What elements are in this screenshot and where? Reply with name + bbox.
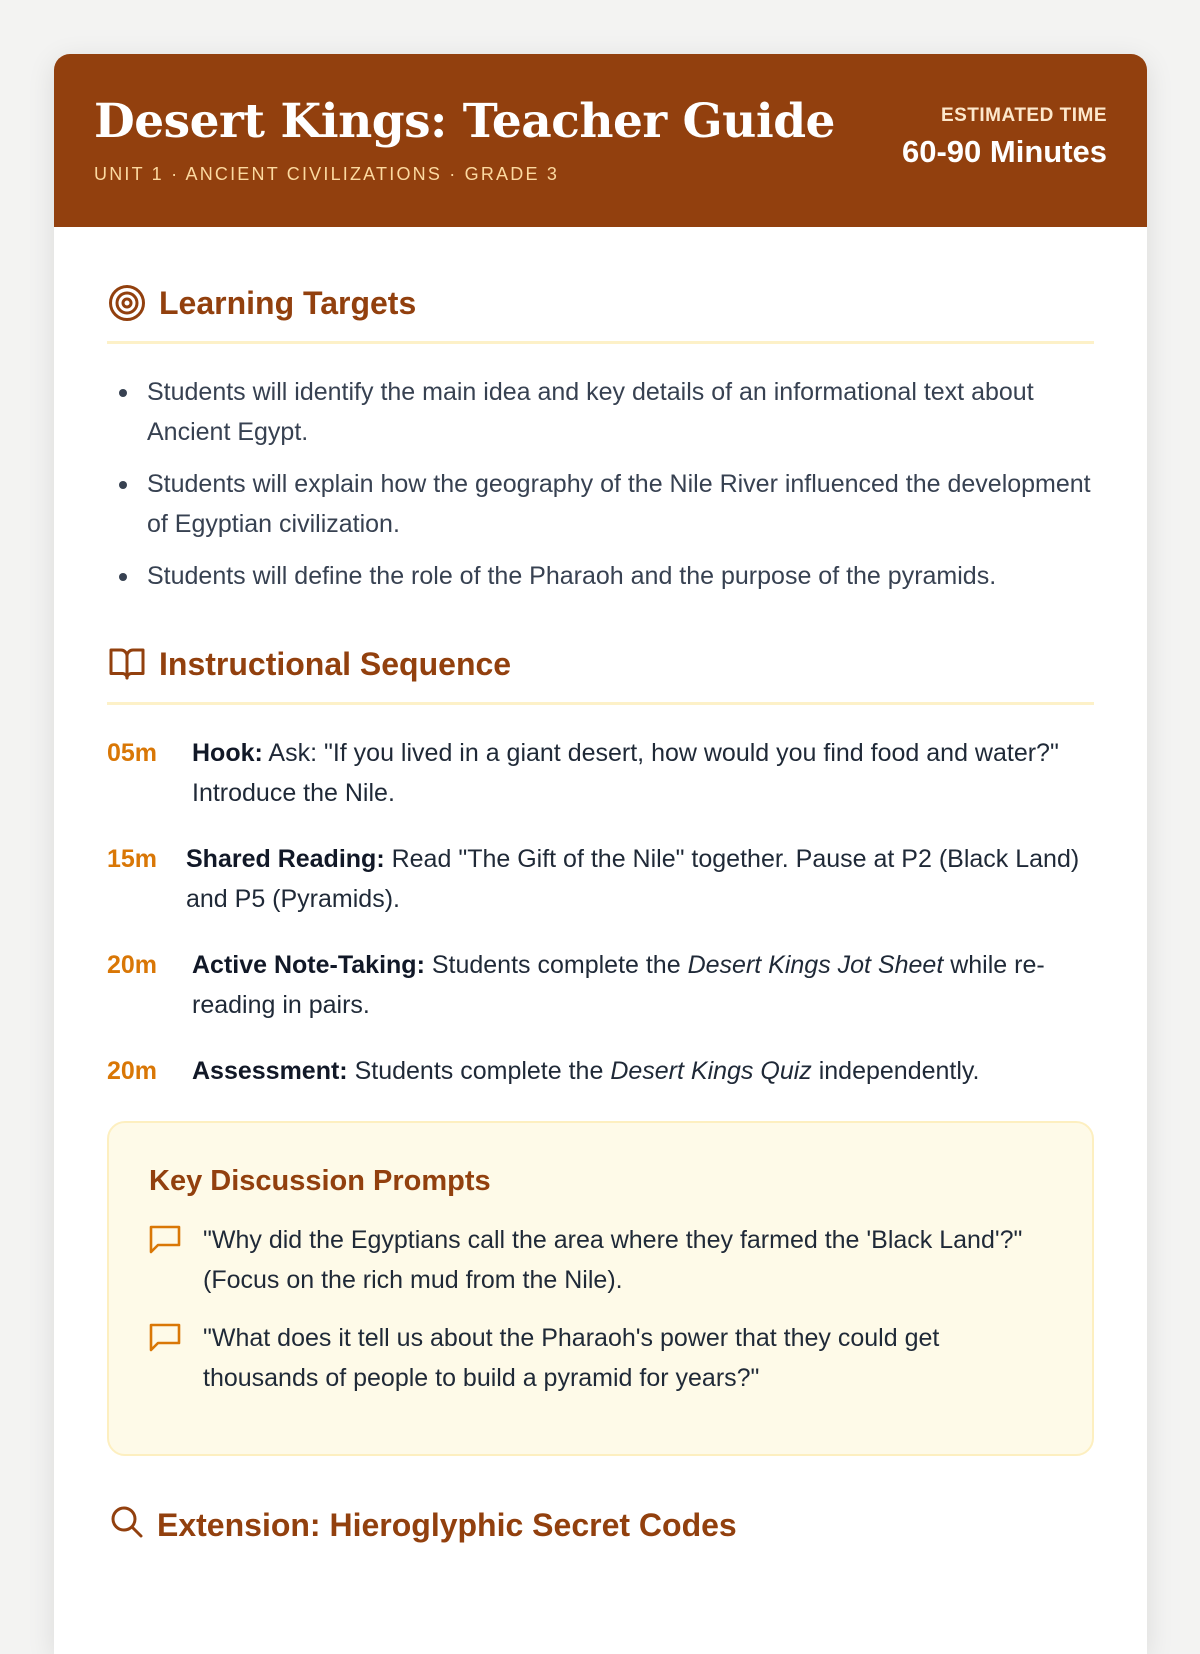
speech-bubble-icon [149,1318,183,1398]
step-text [192,733,1094,813]
speech-bubble-icon [149,1220,183,1300]
step-text [192,1051,1094,1091]
extension-title: Extension: Hieroglyphic Secret Codes [157,1507,737,1543]
step-text [192,945,1094,1025]
learning-targets-heading [107,283,1094,344]
sequence-step [107,839,1094,919]
instructional-sequence-heading [107,644,1094,705]
guide-header [54,54,1147,227]
step-description: Read "The Gift of the Nile" together. Pause at P2 (Black Land) and P5 (Pyramids). [186,845,1080,913]
estimated-time-value: 60-90 Minutes [901,134,1107,169]
extension-heading [107,1504,1094,1547]
list-item: Students will explain how the geography of the Nile River influenced the development of Egyptian civilization. [117,464,1094,544]
step-text [186,839,1094,919]
step-description-end: independently. [811,1057,980,1085]
step-description: Students complete the [424,951,688,979]
sequence-step [107,945,1094,1025]
instructional-sequence-title: Instructional Sequence [159,645,512,682]
discussion-prompt [149,1318,1052,1398]
discussion-prompts-title: Key Discussion Prompts [149,1165,491,1197]
step-label: Hook: [192,739,263,767]
teacher-guide-card [54,54,1147,1654]
prompt-text: "Why did the Egyptians call the area where they farmed the 'Black Land'?" (Focus on the rich mud from the Nile). [203,1226,1023,1294]
book-open-icon [107,644,147,684]
sequence-step [107,733,1094,813]
step-duration: 20m [107,951,158,979]
discussion-prompt [149,1220,1052,1300]
learning-targets-list [107,372,1094,596]
step-label: Shared Reading: [186,845,385,873]
guide-body [54,283,1147,1547]
list-item: Students will identify the main idea and key details of an informational text about Ancient Egypt. [117,372,1094,452]
step-description: Ask: "If you lived in a giant desert, how would you find food and water?" Introduce the Nile. [192,739,1059,807]
step-duration: 15m [107,845,158,873]
target-icon [107,283,147,323]
step-description: Students complete the [347,1057,611,1085]
step-label: Assessment: [192,1057,348,1085]
list-item: Students will define the role of the Pharaoh and the purpose of the pyramids. [117,556,1094,596]
sequence-step [107,1051,1094,1091]
step-description-end: while re-reading in pairs. [192,951,1045,1019]
page-title: Desert Kings: Teacher Guide [94,94,835,149]
search-icon [107,1504,145,1547]
step-duration: 20m [107,1057,158,1085]
step-label: Active Note-Taking: [192,951,425,979]
worksheet-title: Desert Kings Jot Sheet [687,951,944,979]
learning-targets-title: Learning Targets [159,284,417,321]
step-duration: 05m [107,739,158,767]
unit-subtitle: UNIT 1 · ANCIENT CIVILIZATIONS · GRADE 3 [94,164,560,184]
discussion-prompts-box [107,1121,1094,1456]
estimated-time-label: ESTIMATED TIME [940,105,1107,126]
quiz-title: Desert Kings Quiz [610,1057,812,1085]
prompt-text: "What does it tell us about the Pharaoh's power that they could get thousands of people to build a pyramid for years?" [203,1324,940,1392]
sequence-steps [107,733,1094,1091]
